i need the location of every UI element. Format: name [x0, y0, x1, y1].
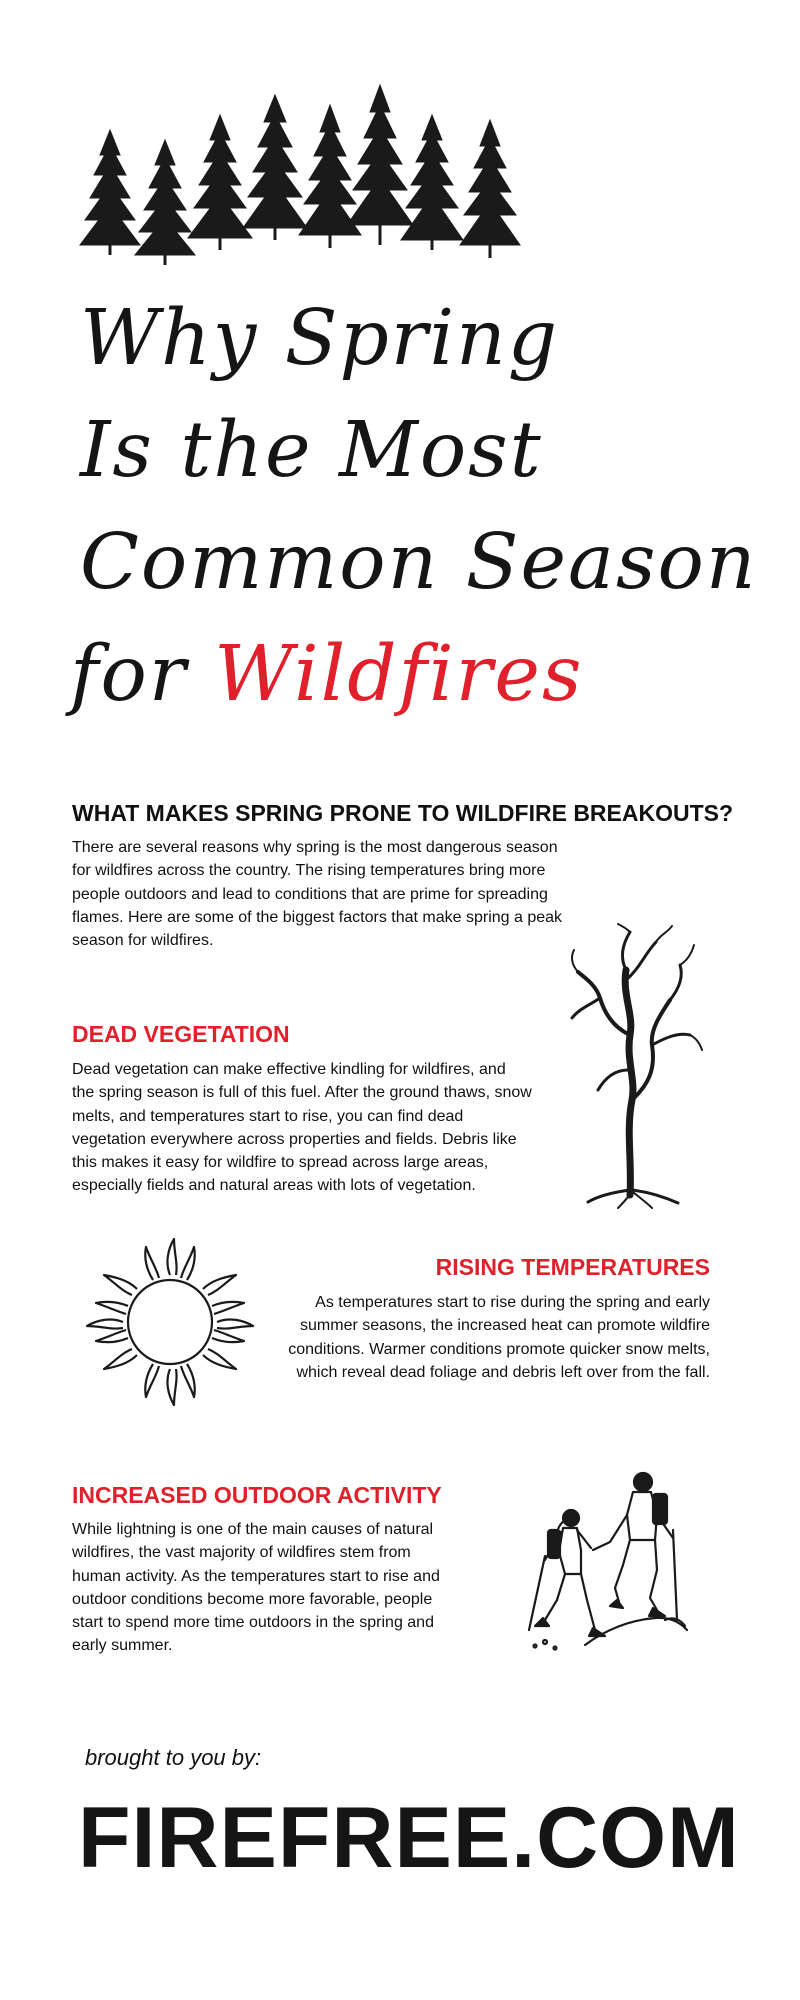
brand-name: FIREFREE.COM — [78, 1790, 740, 1886]
intro-body: There are several reasons why spring is the most dangerous season for wildfires across the country. The rising temperatures bring more people outdoors and lead to conditions that are prime for spreading flames. Here are some of the biggest factors that make spring a peak season for wildfires. — [72, 839, 563, 950]
title-line-2: Is the Most — [80, 406, 543, 495]
title-line-3: Common Season — [80, 518, 758, 607]
page-title — [70, 294, 758, 750]
intro-heading: WHAT MAKES SPRING PRONE TO WILDFIRE BREAKOUTS? — [72, 800, 734, 826]
pine-trees-icon — [70, 80, 540, 270]
section-heading-rising-temperatures: RISING TEMPERATURES — [435, 1254, 710, 1280]
section-heading-increased-outdoor-activity: INCREASED OUTDOOR ACTIVITY — [72, 1482, 442, 1508]
title-line-4-prefix: for — [70, 630, 215, 719]
dead-tree-icon — [560, 920, 710, 1210]
section-body-rising-temperatures: As temperatures start to rise during the spring and early summer seasons, the increased heat can promote wildfire conditions. Warmer conditions promote quicker snow melts, which reveal dead foliage and debris left over from the fall. — [288, 1294, 710, 1381]
title-accent-word: Wildfires — [214, 630, 584, 719]
hikers-icon — [515, 1470, 715, 1660]
section-body-dead-vegetation: Dead vegetation can make effective kindling for wildfires, and the spring season is full of this fuel. After the ground thaws, snow melts, and temperatures start to rise, you can find dead vegetation everywhere across properties and fields. Debris like this makes it easy for wildfire to spread across large areas, especially fields and natural areas with lots of vegetation. — [72, 1061, 532, 1195]
brought-to-you-by-label: brought to you by: — [85, 1745, 262, 1770]
section-heading-dead-vegetation: DEAD VEGETATION — [72, 1021, 290, 1047]
title-line-1: Why Spring — [80, 294, 560, 383]
title-line-4 — [70, 630, 584, 719]
section-body-increased-outdoor-activity: While lightning is one of the main causes of natural wildfires, the vast majority of wildfires stem from human activity. As the temperatures start to rise and outdoor conditions become more favorable, people start to spend more time outdoors in the spring and early summer. — [72, 1521, 440, 1655]
sun-icon — [70, 1235, 270, 1410]
